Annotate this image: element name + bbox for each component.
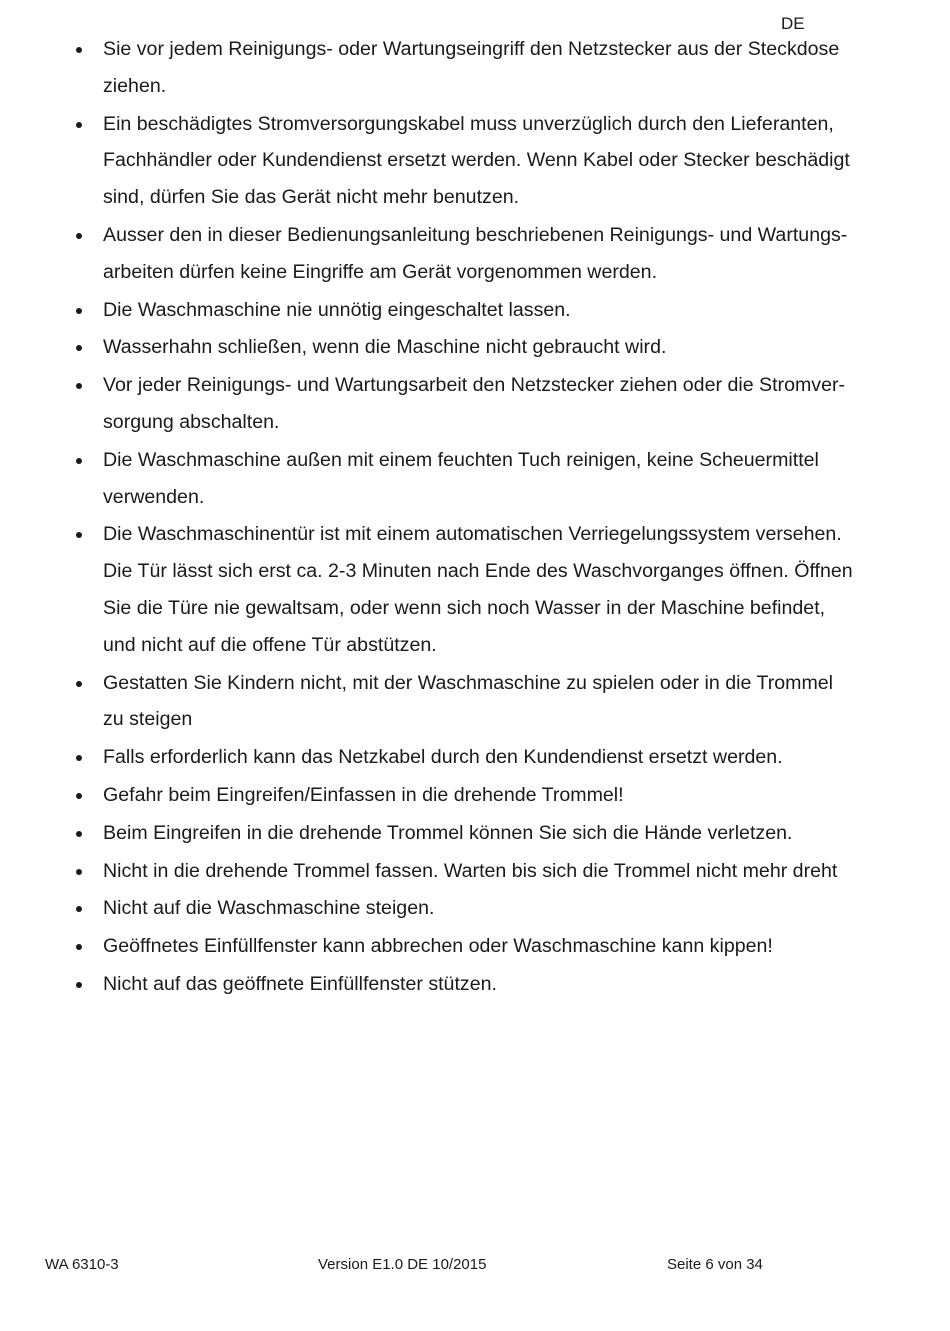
list-item-text-line: Sie die Türe nie gewaltsam, oder wenn sich noch Wasser in der Maschine befindet,: [103, 596, 826, 619]
bullet-icon: [76, 944, 82, 950]
list-item-text-line: Vor jeder Reinigungs- und Wartungsarbeit den Netzstecker ziehen oder die Stromver-: [103, 374, 846, 397]
list-item: [73, 217, 903, 291]
bullet-icon: [76, 755, 82, 761]
list-item-text-line: arbeiten dürfen keine Eingriffe am Gerät vorgenommen werden.: [103, 260, 658, 283]
list-item: [73, 739, 903, 776]
list-item: [73, 329, 903, 366]
bullet-icon: [76, 47, 82, 53]
list-item-text-line: Die Tür lässt sich erst ca. 2-3 Minuten nach Ende des Waschvorganges öffnen. Öffnen: [103, 560, 853, 583]
list-item-text-line: Die Waschmaschine außen mit einem feuchten Tuch reinigen, keine Scheuermittel: [103, 448, 819, 471]
list-item-text-line: Sie vor jedem Reinigungs- oder Wartungseingriff den Netzstecker aus der Steckdose: [103, 38, 840, 60]
list-item: [73, 665, 903, 739]
list-item: [73, 966, 903, 1003]
list-item-text-line: Beim Eingreifen in die drehende Trommel können Sie sich die Hände verletzen.: [103, 821, 793, 844]
list-item-text-line: Wasserhahn schließen, wenn die Maschine nicht gebraucht wird.: [103, 336, 667, 359]
list-item-text-line: sind, dürfen Sie das Gerät nicht mehr benutzen.: [103, 186, 520, 209]
list-item-text-line: Die Waschmaschinentür ist mit einem automatischen Verriegelungssystem versehen.: [103, 523, 842, 546]
bullet-icon: [76, 233, 82, 239]
footer-version: Version E1.0 DE 10/2015: [318, 1256, 487, 1273]
language-tag: DE: [781, 14, 805, 33]
list-item: [73, 516, 903, 663]
safety-instructions-list: [73, 31, 903, 1004]
bullet-icon: [76, 345, 82, 351]
list-item-text-line: sorgung abschalten.: [103, 410, 280, 433]
list-item: [73, 890, 903, 927]
list-item: [73, 853, 903, 890]
bullet-icon: [76, 383, 82, 389]
list-item-text-line: Nicht in die drehende Trommel fassen. Warten bis sich die Trommel nicht mehr dreht: [103, 859, 838, 882]
list-item-text-line: ziehen.: [103, 74, 167, 97]
bullet-icon: [76, 982, 82, 988]
list-item: [73, 815, 903, 852]
list-item-text-line: Falls erforderlich kann das Netzkabel durch den Kundendienst ersetzt werden.: [103, 746, 783, 769]
list-item-text-line: Fachhändler oder Kundendienst ersetzt werden. Wenn Kabel oder Stecker beschädigt: [103, 149, 850, 172]
list-item-text-line: Die Waschmaschine nie unnötig eingeschaltet lassen.: [103, 298, 571, 321]
list-item-text-line: Ausser den in dieser Bedienungsanleitung beschriebenen Reinigungs- und Wartungs-: [103, 223, 848, 246]
list-item-text-line: Geöffnetes Einfüllfenster kann abbrechen oder Waschmaschine kann kippen!: [103, 935, 773, 958]
bullet-icon: [76, 869, 82, 875]
list-item-text-line: verwenden.: [103, 485, 205, 508]
footer-model-number: WA 6310-3: [45, 1256, 119, 1273]
list-item-text-line: zu steigen: [103, 708, 193, 731]
bullet-icon: [76, 906, 82, 912]
list-item: [73, 31, 903, 105]
list-item-text-line: Nicht auf die Waschmaschine steigen.: [103, 897, 435, 920]
bullet-icon: [76, 793, 82, 799]
page-footer: [0, 1256, 950, 1276]
list-item-text-line: und nicht auf die offene Tür abstützen.: [103, 633, 437, 656]
bullet-icon: [76, 831, 82, 837]
list-item-text-line: Nicht auf das geöffnete Einfüllfenster stützen.: [103, 972, 497, 995]
bullet-icon: [76, 681, 82, 687]
list-item: [73, 292, 903, 329]
list-item: [73, 367, 903, 441]
list-item: [73, 442, 903, 516]
bullet-icon: [76, 308, 82, 314]
list-item: [73, 928, 903, 965]
bullet-icon: [76, 532, 82, 538]
list-item: [73, 106, 903, 216]
bullet-icon: [76, 458, 82, 464]
list-item-text-line: Gestatten Sie Kindern nicht, mit der Waschmaschine zu spielen oder in die Trommel: [103, 671, 834, 694]
footer-page-number: Seite 6 von 34: [667, 1256, 763, 1273]
list-item-text-line: Ein beschädigtes Stromversorgungskabel muss unverzüglich durch den Lieferanten,: [103, 112, 834, 135]
list-item-text-line: Gefahr beim Eingreifen/Einfassen in die drehende Trommel!: [103, 783, 624, 806]
bullet-icon: [76, 122, 82, 128]
list-item: [73, 777, 903, 814]
